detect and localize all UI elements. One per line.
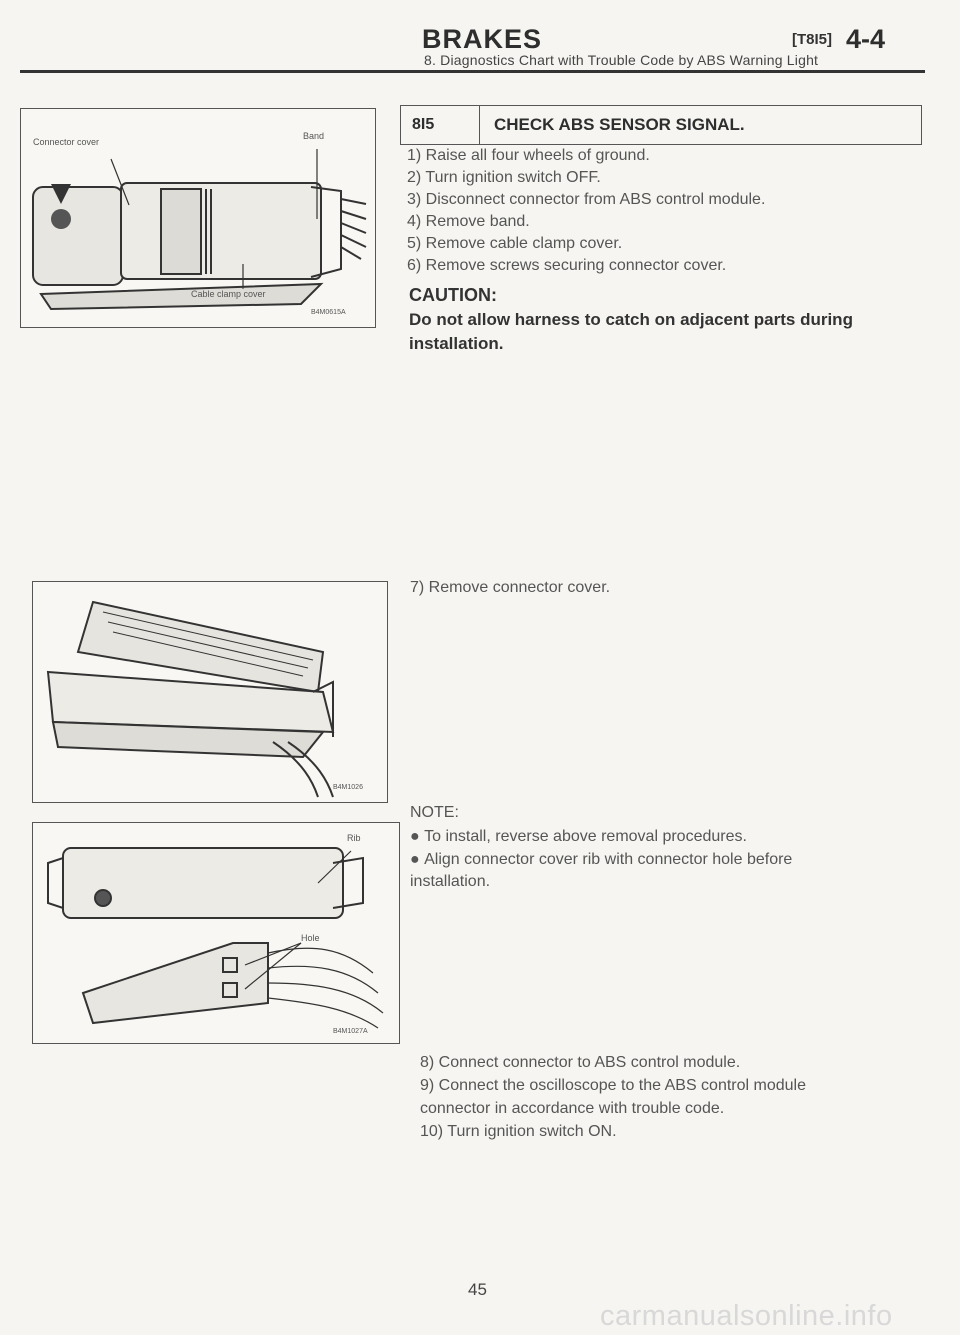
step-item: 4) Remove band. [407, 213, 530, 230]
section-title: BRAKES [422, 24, 543, 54]
note-heading: NOTE: [410, 804, 459, 821]
connector-cover-illustration [33, 582, 387, 802]
figure-connector-cover-removed [32, 581, 388, 803]
label-rib: Rib [347, 833, 361, 843]
step-item: 5) Remove cable clamp cover. [407, 235, 623, 252]
label-cable-clamp-cover: Cable clamp cover [191, 289, 266, 299]
note-text: To install, reverse above removal procedures. [424, 828, 747, 845]
step-item: 1) Raise all four wheels of ground. [407, 147, 650, 164]
page-number: 45 [468, 1280, 487, 1299]
bullet-icon: ● [410, 828, 425, 845]
page-reference: 4-4 [846, 24, 886, 54]
note-text: Align connector cover rib with connector hole before [424, 851, 793, 868]
note-item [410, 826, 747, 848]
step-title: CHECK ABS SENSOR SIGNAL. [494, 115, 745, 134]
step-item: 9) Connect the oscilloscope to the ABS control module [420, 1077, 806, 1094]
figure-connector-band [20, 108, 376, 328]
label-band: Band [303, 131, 325, 141]
step-item: 10) Turn ignition switch ON. [420, 1123, 617, 1140]
bullet-icon: ● [410, 851, 425, 868]
watermark: carmanualsonline.info [600, 1300, 893, 1332]
figure-id: B4M1026 [333, 784, 363, 791]
section-code: [T8I5] [792, 31, 833, 48]
figure-id: B4M1027A [333, 1028, 368, 1035]
label-hole: Hole [301, 933, 320, 943]
rib-hole-illustration [33, 823, 399, 1043]
step-number: 8I5 [401, 106, 480, 144]
caution-text: Do not allow harness to catch on adjacent parts during installation. [409, 310, 853, 353]
figure-rib-hole-alignment [32, 822, 400, 1044]
caution-heading: CAUTION: [409, 285, 497, 305]
step-item: connector in accordance with trouble code. [420, 1100, 725, 1117]
note-item [410, 849, 792, 871]
note-continuation: installation. [410, 873, 491, 890]
step-header [400, 105, 922, 145]
step-item: 8) Connect connector to ABS control module. [420, 1054, 741, 1071]
header-rule [20, 70, 925, 73]
step-item: 6) Remove screws securing connector cover. [407, 257, 727, 274]
step-item: 2) Turn ignition switch OFF. [407, 169, 601, 186]
figure-id: B4M0615A [311, 309, 346, 316]
step-item: 7) Remove connector cover. [410, 579, 611, 596]
section-subtitle: 8. Diagnostics Chart with Trouble Code by ABS Warning Light [424, 52, 819, 68]
step-item: 3) Disconnect connector from ABS control module. [407, 191, 766, 208]
label-connector-cover: Connector cover [33, 137, 100, 147]
